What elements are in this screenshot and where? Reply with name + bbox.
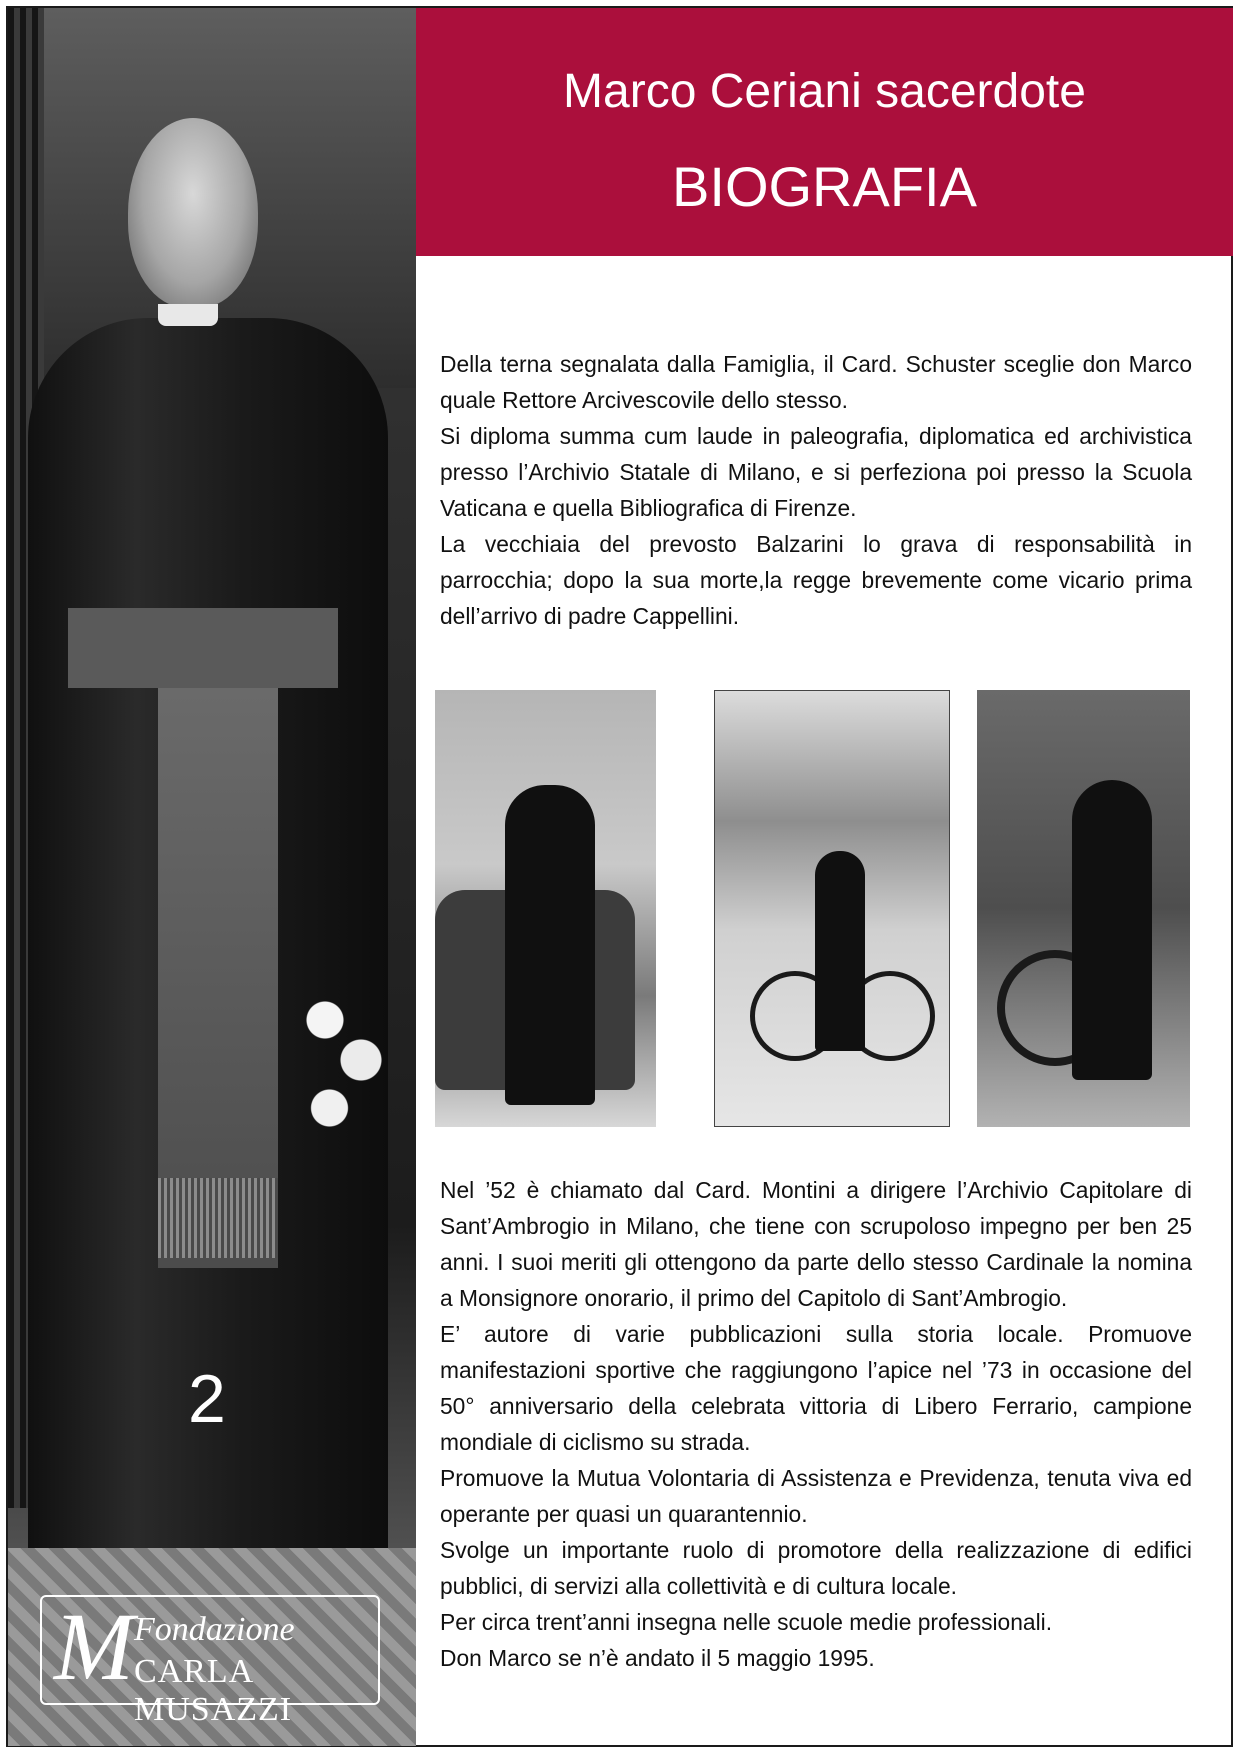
clerical-collar bbox=[158, 304, 218, 326]
priest-figure bbox=[1072, 780, 1152, 1080]
photo-with-car bbox=[435, 690, 656, 1127]
logo-monogram: M bbox=[54, 1593, 134, 1700]
sash-fringe bbox=[158, 1178, 278, 1258]
priest-figure bbox=[505, 785, 595, 1105]
sash bbox=[68, 608, 338, 688]
paragraph: Nel ’52 è chiamato dal Card. Montini a dirigere l’Archivio Capitolare di Sant’Ambrogio in Milano, che tiene con scrupoloso impegno per ben 25 anni. I suoi meriti gli ottengono da parte dello stesso Cardinale la nomina a Monsignore onorario, il primo del Capitolo di Sant’Ambrogio. bbox=[440, 1177, 1192, 1311]
priest-figure bbox=[815, 851, 865, 1051]
priest-head bbox=[128, 118, 258, 308]
header-banner bbox=[416, 8, 1233, 256]
flowers bbox=[298, 988, 388, 1148]
photo-with-motorcycle bbox=[977, 690, 1190, 1127]
biography-text-1 bbox=[440, 346, 1192, 634]
logo-line-2: CARLA MUSAZZI bbox=[134, 1653, 293, 1728]
page-number: 2 bbox=[188, 1361, 226, 1437]
portrait-photo bbox=[8, 8, 416, 1746]
paragraph: E’ autore di varie pubblicazioni sulla storia locale. Promuove manifestazioni sportive che raggiungono l’apice nel ’73 in occasione del 50° anniversario della celebrata vittoria di Libero Ferrario, campione mondiale di ciclismo su strada. bbox=[440, 1321, 1192, 1455]
page-subtitle: Marco Ceriani sacerdote bbox=[563, 65, 1086, 118]
logo-line-1: Fondazione bbox=[134, 1611, 295, 1648]
paragraph: Della terna segnalata dalla Famiglia, il Card. Schuster sceglie don Marco quale Rettore Arcivescovile dello stesso. bbox=[440, 351, 1192, 413]
paragraph: Per circa trent’anni insegna nelle scuole medie professionali. bbox=[440, 1609, 1053, 1635]
foundation-logo bbox=[40, 1593, 380, 1728]
paragraph: Promuove la Mutua Volontaria di Assistenza e Previdenza, tenuta viva ed operante per quasi un quarantennio. bbox=[440, 1465, 1192, 1527]
paragraph: La vecchiaia del prevosto Balzarini lo grava di responsabilità in parrocchia; dopo la sua morte,la regge brevemente come vicario prima dell’arrivo di padre Cappellini. bbox=[440, 531, 1192, 629]
biography-text-2 bbox=[440, 1172, 1192, 1676]
photo-with-bicycle bbox=[714, 690, 950, 1127]
paragraph: Svolge un importante ruolo di promotore della realizzazione di edifici pubblici, di servizi alla collettività e di cultura locale. bbox=[440, 1537, 1192, 1599]
paragraph: Si diploma summa cum laude in paleografia, diplomatica ed archivistica presso l’Archivio Statale di Milano, e si perfeziona poi presso la Scuola Vaticana e quella Bibliografica di Firenze. bbox=[440, 423, 1192, 521]
paragraph: Don Marco se n’è andato il 5 maggio 1995. bbox=[440, 1645, 875, 1671]
page-title: BIOGRAFIA bbox=[672, 155, 977, 218]
